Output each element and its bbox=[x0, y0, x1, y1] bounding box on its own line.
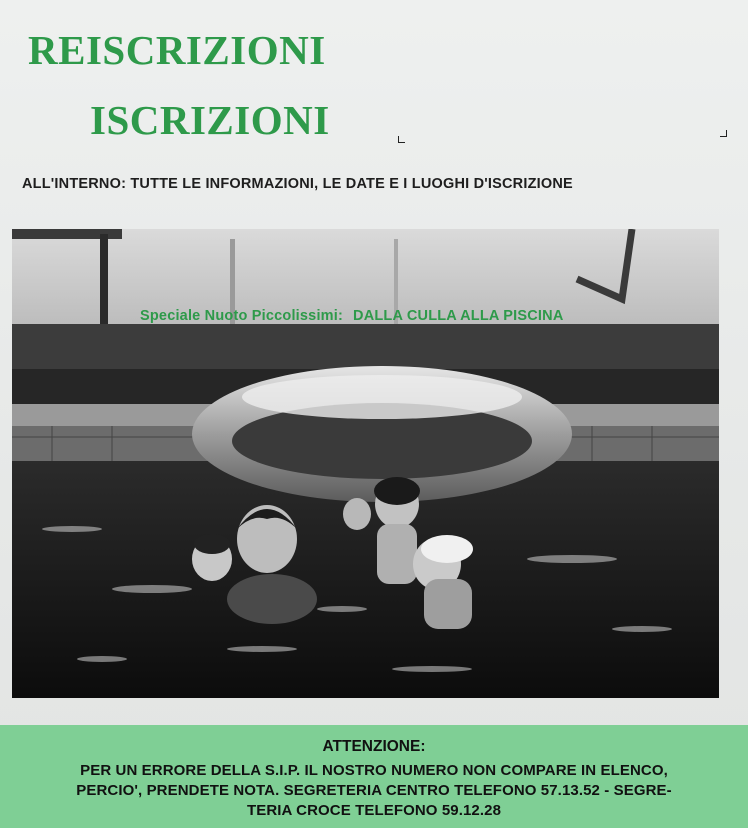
photo-caption-series: Speciale Nuoto Piccolissimi: bbox=[140, 308, 344, 324]
notice-band bbox=[0, 725, 748, 828]
crop-mark-right bbox=[720, 130, 727, 137]
pool-photo bbox=[12, 229, 719, 698]
photo-caption-title: DALLA CULLA ALLA PISCINA bbox=[353, 308, 564, 324]
notice-line: TERIA CROCE TELEFONO 59.12.28 bbox=[246, 802, 502, 819]
title-iscrizioni: ISCRIZIONI bbox=[90, 97, 330, 143]
photo-caption bbox=[140, 308, 564, 324]
notice-heading: ATTENZIONE: bbox=[322, 738, 426, 755]
subtitle: ALL'INTERNO: TUTTE LE INFORMAZIONI, LE DATE E I LUOGHI D'ISCRIZIONE bbox=[22, 176, 573, 192]
crop-mark-left bbox=[398, 136, 405, 143]
title-reiscrizioni: REISCRIZIONI bbox=[28, 27, 326, 73]
pool-photo-illustration bbox=[12, 229, 719, 698]
notice-line: PERCIO', PRENDETE NOTA. SEGRETERIA CENTRO TELEFONO 57.13.52 - SEGRE- bbox=[76, 782, 672, 799]
notice-line: PER UN ERRORE DELLA S.I.P. IL NOSTRO NUMERO NON COMPARE IN ELENCO, bbox=[80, 762, 668, 779]
